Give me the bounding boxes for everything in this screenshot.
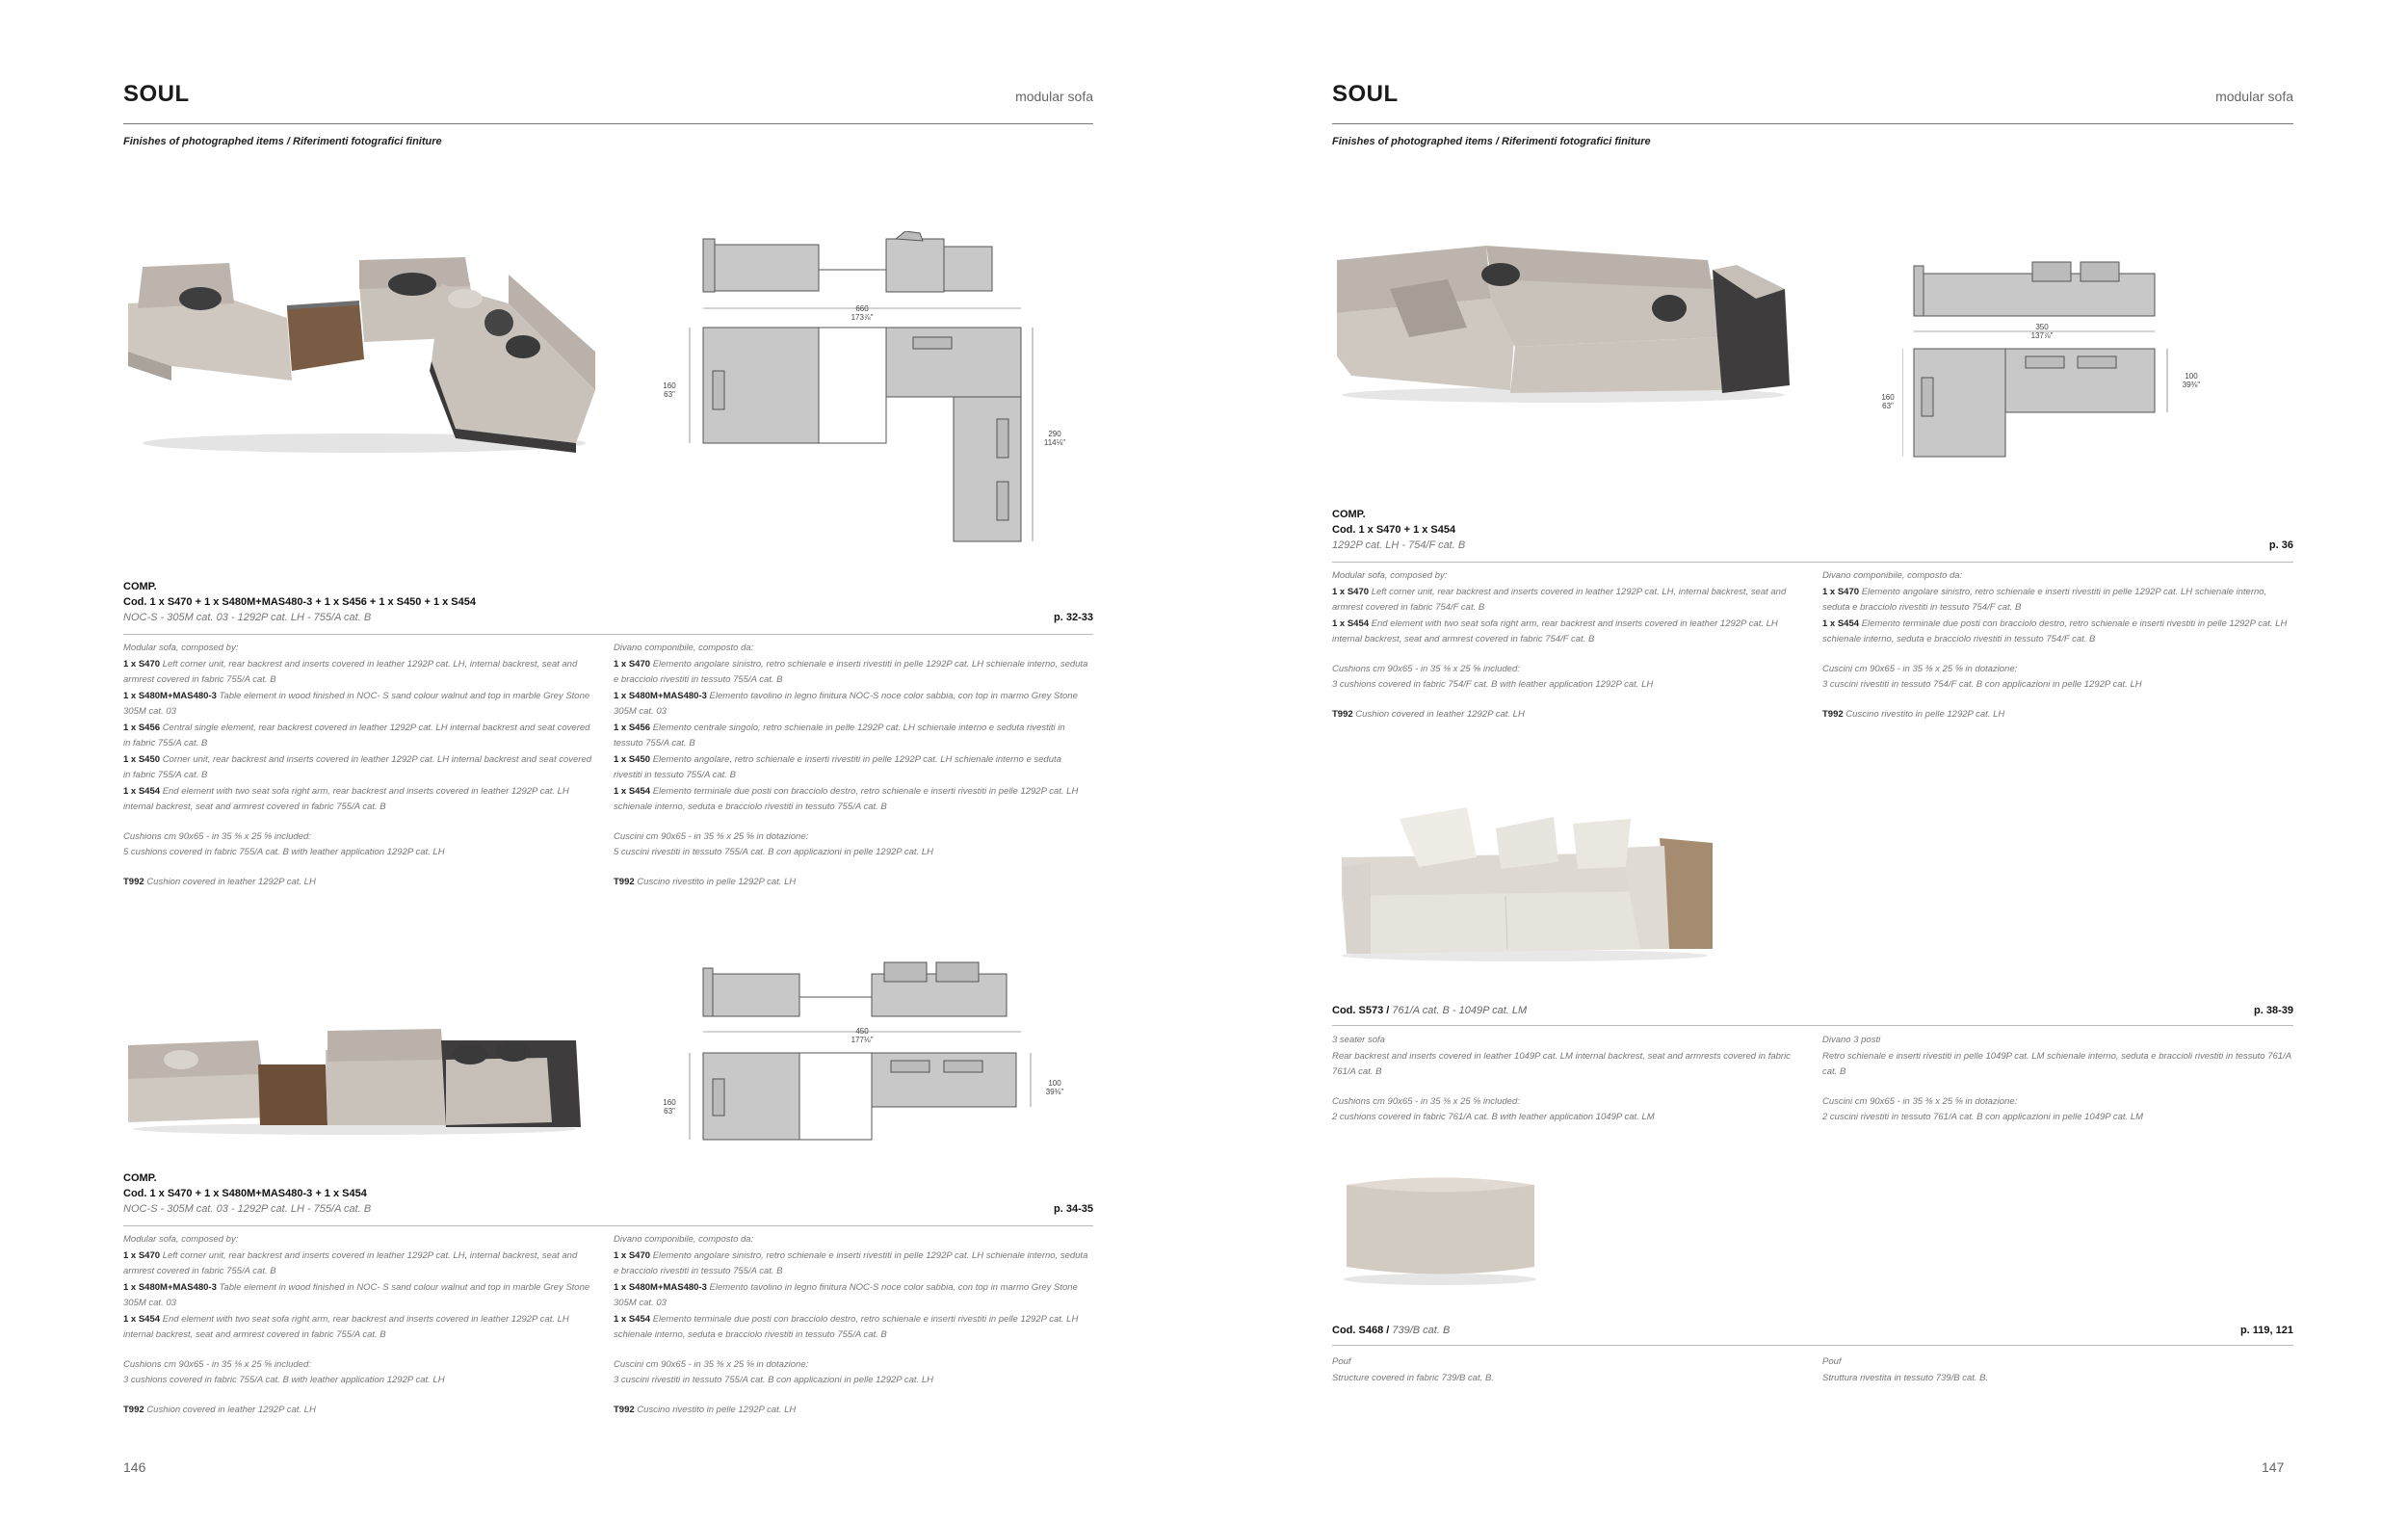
comp-finish-3: 1292P cat. LH - 754/F cat. B	[1332, 539, 1466, 551]
description-en-5: Pouf Structure covered in fabric 739/B cat. B.	[1332, 1356, 1494, 1383]
block2-rule	[123, 1225, 1093, 1226]
description-it-2: Divano componibile, composto da: 1 x S470 Elemento angolare sinistro, retro schienale e inserti rivestiti in pelle 1292P cat. LH schienale interno, seduta e bracciolo rivestiti in tessuto 755/A cat. B 1 x S480M+MAS480-3 Elemento tavolino in legno finitura NOC-S noce color sabbia, con top in marmo Grey Stone 305M cat. 03 1 x S454 Elemento terminale due posti con bracciolo destro, retro schienale e inserti rivestiti in pelle 1292P cat. LH schienale interno, seduta e bracciolo rivestiti in tessuto 755/A cat. B Cuscini cm 90x65 - in 35 ⅜ x 25 ⅝ in dotazione: 3 cuscini rivestiti in tessuto 755/A cat. B con applicazioni in pelle 1292P cat. LH T992 Cuscino rivestito in pelle 1292P cat. LH	[614, 1234, 1088, 1415]
page-ref-1: p. 32-33	[1054, 612, 1093, 623]
sofa-photo-linear-table	[123, 1021, 586, 1137]
description-en-1: Modular sofa, composed by: 1 x S470 Left corner unit, rear backrest and inserts covered in leather 1292P cat. LH, internal backrest, seat and armrest covered in fabric 755/A cat. B 1 x S480M+MAS480-3 Table element in wood finished in NOC- S sand colour walnut and top in marble Grey Stone 305M cat. 03 1 x S456 Central single element, rear backrest covered in leather 1292P cat. LH internal backrest and seat covered in fabric 755/A cat. B 1 x S450 Corner unit, rear backrest and inserts covered in leather 1292P cat. LH internal backrest and seat covered in fabric 755/A cat. B 1 x S454 End element with two seat sofa right arm, rear backrest and inserts covered in leather 1292P cat. LH internal backrest, seat and armrest covered in fabric 755/A cat. B Cushions cm 90x65 - in 35 ⅜ x 25 ⅝ included: 5 cushions covered in fabric 755/A cat. B with leather application 1292P cat. LH T992 Cushion covered in leather 1292P cat. LH	[123, 643, 592, 887]
dim-width-2: 450 177⅛"	[851, 1027, 874, 1044]
pouf-photo	[1332, 1166, 1549, 1286]
dim-depth-2: 160 63"	[663, 1098, 676, 1116]
dim-height-1: 290 114⅛"	[1043, 430, 1066, 447]
left-page-number: 146	[123, 1459, 146, 1475]
product-code-s468: Cod. S468 / 739/B cat. B	[1332, 1325, 1451, 1336]
comp-finish-1: NOC-S - 305M cat. 03 - 1292P cat. LH - 755/A cat. B	[123, 612, 372, 623]
page-ref-5: p. 119, 121	[2239, 1325, 2293, 1336]
sofa-photo-corner-chaise	[1332, 222, 1794, 405]
description-en-2: Modular sofa, composed by: 1 x S470 Left corner unit, rear backrest and inserts covered in leather 1292P cat. LH, internal backrest, seat and armrest covered in fabric 755/A cat. B 1 x S480M+MAS480-3 Table element in wood finished in NOC- S sand colour walnut and top in marble Grey Stone 305M cat. 03 1 x S454 End element with two seat sofa right arm, rear backrest and inserts covered in leather 1292P cat. LH internal backrest, seat and armrest covered in fabric 755/A cat. B Cushions cm 90x65 - in 35 ⅜ x 25 ⅝ included: 3 cushions covered in fabric 755/A cat. B with leather application 1292P cat. LH T992 Cushion covered in leather 1292P cat. LH	[123, 1234, 590, 1415]
right-finishes-heading: Finishes of photographed items / Riferimenti fotografici finiture	[1332, 136, 1651, 147]
dim-height-3: 100 39⅜"	[2182, 372, 2201, 389]
product-code-s573: Cod. S573 / 761/A cat. B - 1049P cat. LM	[1332, 1005, 1528, 1016]
comp-label-1: COMP.	[123, 581, 157, 592]
comp-code-3: Cod. 1 x S470 + 1 x S454	[1332, 524, 1456, 536]
block4-rule	[1332, 1025, 2293, 1026]
description-en-4: 3 seater sofa Rear backrest and inserts covered in leather 1049P cat. LM internal backrest, seat and armrests covered in fabric 761/A cat. B Cushions cm 90x65 - in 35 ⅜ x 25 ⅝ included: 2 cushions covered in fabric 761/A cat. B with leather application 1049P cat. LM	[1332, 1035, 1791, 1122]
dim-depth-1: 160 63"	[663, 381, 676, 399]
sofa-photo-large-corner	[123, 246, 595, 458]
comp-finish-2: NOC-S - 305M cat. 03 - 1292P cat. LH - 755/A cat. B	[123, 1203, 372, 1215]
description-it-5: Pouf Struttura rivestita in tessuto 739/B cat. B.	[1822, 1356, 1989, 1383]
block1-rule	[123, 634, 1093, 635]
left-header-rule	[123, 123, 1093, 124]
left-page-title: SOUL	[123, 81, 190, 107]
description-it-1: Divano componibile, composto da: 1 x S470 Elemento angolare sinistro, retro schienale e inserti rivestiti in pelle 1292P cat. LH schienale interno, seduta e bracciolo rivestiti in tessuto 755/A cat. B 1 x S480M+MAS480-3 Elemento tavolino in legno finitura NOC-S noce color sabbia, con top in marmo Grey Stone 305M cat. 03 1 x S456 Elemento centrale singolo, retro schienale in pelle 1292P cat. LH schienale interno e seduta rivestiti in tessuto 755/A cat. B 1 x S450 Elemento angolare, retro schienale e inserti rivestiti in pelle 1292P cat. LH schienale interno e seduta rivestiti in tessuto 755/A cat. B 1 x S454 Elemento terminale due posti con bracciolo destro, retro schienale e inserti rivestiti in pelle 1292P cat. LH schienale interno, seduta e bracciolo rivestiti in tessuto 755/A cat. B Cuscini cm 90x65 - in 35 ⅜ x 25 ⅝ in dotazione: 5 cuscini rivestiti in tessuto 755/A cat. B con applicazioni in pelle 1292P cat. LH T992 Cuscino rivestito in pelle 1292P cat. LH	[614, 643, 1088, 887]
block5-rule	[1332, 1345, 2293, 1346]
right-header-rule	[1332, 123, 2293, 124]
technical-drawing-composition-1	[665, 231, 1088, 559]
comp-label-2: COMP.	[123, 1172, 157, 1184]
sofa-photo-three-seater	[1332, 800, 1717, 963]
page-ref-3: p. 36	[2268, 539, 2293, 551]
comp-label-3: COMP.	[1332, 509, 1366, 520]
technical-drawing-composition-3	[1902, 252, 2191, 464]
description-en-3: Modular sofa, composed by: 1 x S470 Left corner unit, rear backrest and inserts covered in leather 1292P cat. LH, internal backrest, seat and armrest covered in fabric 754/F cat. B 1 x S454 End element with two seat sofa right arm, rear backrest and inserts covered in leather 1292P cat. LH internal backrest, seat and armrest covered in fabric 754/F cat. B Cushions cm 90x65 - in 35 ⅜ x 25 ⅝ included: 3 cushions covered in fabric 754/F cat. B with leather application 1292P cat. LH T992 Cushion covered in leather 1292P cat. LH	[1332, 570, 1787, 720]
left-page-subtitle: modular sofa	[1015, 89, 1093, 104]
dim-width-1: 660 173⅞"	[851, 304, 874, 322]
block3-rule	[1332, 562, 2293, 563]
right-page-title: SOUL	[1332, 81, 1399, 107]
comp-code-1: Cod. 1 x S470 + 1 x S480M+MAS480-3 + 1 x S456 + 1 x S450 + 1 x S454	[123, 596, 476, 608]
description-it-3: Divano componibile, composto da: 1 x S470 Elemento angolare sinistro, retro schienale e inserti rivestiti in pelle 1292P cat. LH schienale interno, seduta e bracciolo rivestiti in tessuto 754/F cat. B 1 x S454 Elemento terminale due posti con bracciolo destro, retro schienale e inserti rivestiti in pelle 1292P cat. LH schienale interno, seduta e bracciolo rivestiti in tessuto 754/F cat. B Cuscini cm 90x65 - in 35 ⅜ x 25 ⅝ in dotazione: 3 cuscini rivestiti in tessuto 754/F cat. B con applicazioni in pelle 1292P cat. LH T992 Cuscino rivestito in pelle 1292P cat. LH	[1822, 570, 2288, 720]
left-finishes-heading: Finishes of photographed items / Riferimenti fotografici finiture	[123, 136, 442, 147]
dim-height-2: 100 39⅜"	[1045, 1079, 1064, 1096]
dim-depth-3: 160 63"	[1881, 393, 1895, 410]
right-page-number: 147	[2262, 1459, 2285, 1475]
dim-width-3: 350 137⅞"	[2030, 323, 2054, 340]
page-ref-4: p. 38-39	[2254, 1005, 2293, 1016]
technical-drawing-composition-2	[665, 959, 1088, 1151]
right-page-subtitle: modular sofa	[2215, 89, 2293, 104]
comp-code-2: Cod. 1 x S470 + 1 x S480M+MAS480-3 + 1 x S454	[123, 1188, 367, 1199]
description-it-4: Divano 3 posti Retro schienale e inserti rivestiti in pelle 1049P cat. LM schienale interno, seduta e braccioli rivestiti in tessuto 761/A cat. B Cuscini cm 90x65 - in 35 ⅜ x 25 ⅝ in dotazione: 2 cuscini rivestiti in tessuto 761/A cat. B con applicazioni in pelle 1049P cat. LM	[1822, 1035, 2291, 1122]
page-ref-2: p. 34-35	[1054, 1203, 1093, 1215]
